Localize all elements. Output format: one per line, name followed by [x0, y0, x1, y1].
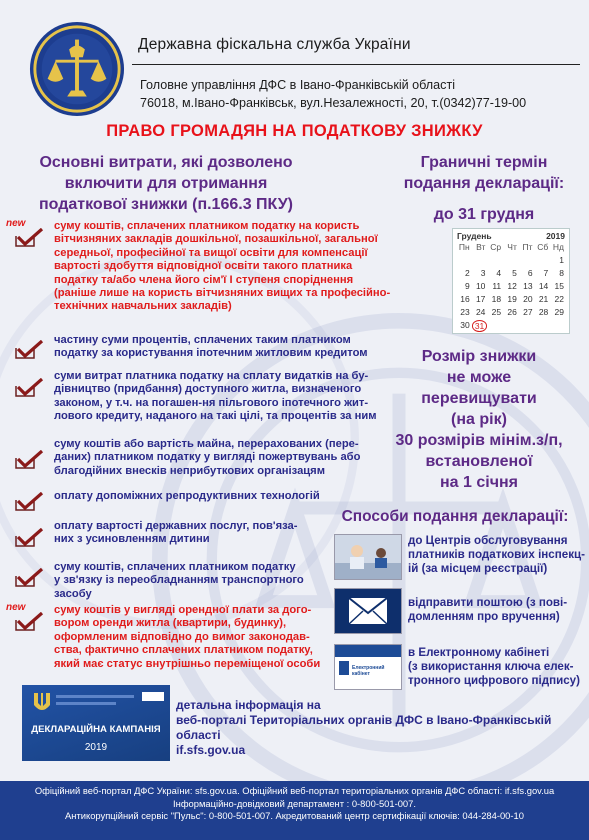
mail-envelope-icon: [334, 588, 402, 634]
electronic-cabinet-screenshot-icon: [334, 644, 402, 690]
expense-item-line: (раніше лише на користь вітчизняних вищих та професійно-: [54, 287, 391, 300]
info-line: веб-порталі Територіальних органів ДФС в Івано-Франківській області: [176, 713, 552, 742]
calendar-day: 7: [543, 268, 549, 278]
expense-item-line: середньої, професійної та вищої освіти для компенсації: [54, 246, 368, 259]
info-line: детальна інформація на: [176, 698, 321, 712]
footer: [0, 781, 589, 840]
calendar-day: 11: [492, 281, 502, 291]
expense-item-line: податку за користування іпотечним житловим кредитом: [54, 347, 368, 360]
calendar-day: 27: [523, 307, 533, 317]
expense-item-line: засобу: [54, 587, 92, 600]
method-electronic-cabinet: [408, 646, 580, 688]
campaign-title: ДЕКЛАРАЦІЙНА КАМПАНІЯ: [31, 724, 161, 735]
campaign-year: 2019: [84, 742, 108, 753]
expenses-heading-line: податкової знижки (п.166.3 ПКУ): [39, 196, 293, 213]
header-divider: [132, 64, 580, 65]
calendar-day: 10: [475, 281, 486, 291]
expense-item: [54, 334, 368, 361]
calendar-day: 22: [554, 294, 564, 304]
expense-item-line: вартості здобуття відповідної освіти такого платника: [54, 260, 353, 273]
calendar-day: [456, 255, 472, 265]
calendar-day: 6: [527, 268, 533, 278]
expense-item-line: у зв'язку із переобладнанням транспортного: [54, 574, 304, 587]
calendar-day: 23: [460, 307, 470, 317]
expense-item-line: законом, у т.ч. на погашен-ня пільгового іпотечного жит-: [54, 396, 369, 409]
discount-limit-line: перевищувати: [421, 390, 537, 407]
calendar-day-name: Пн: [458, 242, 470, 252]
calendar-day-name: Чт: [507, 242, 517, 252]
checkmark-icon: [14, 340, 44, 360]
expense-item: [54, 370, 377, 424]
expense-item: [54, 490, 320, 503]
calendar-day: 12: [507, 281, 517, 291]
footer-line: Інформаційно-довідковий департамент : 0-800-501-007.: [173, 797, 416, 809]
header: [0, 0, 589, 118]
method-post: [408, 596, 567, 624]
method-service-center: [408, 534, 585, 576]
calendar-day-name: Вт: [476, 242, 486, 252]
method-line: в Електронному кабінеті: [408, 646, 550, 659]
calendar-day: 15: [554, 281, 564, 291]
calendar-month: Грудень: [457, 231, 492, 241]
calendar-day: 18: [491, 294, 502, 304]
calendar-day: [487, 255, 503, 265]
method-line: ій (за місцем реєстрації): [408, 562, 548, 575]
expense-item: [54, 220, 390, 314]
expense-item-line: податку та/або члена його сім'ї І ступеня споріднення: [54, 273, 354, 286]
expense-item-line: частину суми процентів, сплачених таким платником: [54, 334, 351, 346]
expense-item-line: суму коштів або вартість майна, перерахованих (пере-: [54, 438, 359, 450]
calendar-day: 25: [491, 307, 502, 317]
discount-limit-line: не може: [446, 369, 512, 386]
deadline-heading-line: подання декларації:: [403, 175, 565, 192]
checkmark-icon: [14, 378, 44, 398]
discount-limit-line: 30 розмірів мінім.з/п,: [395, 432, 563, 449]
info-block: [176, 698, 589, 758]
expense-item: [54, 520, 297, 547]
calendar-day: 26: [507, 307, 517, 317]
calendar-widget: [452, 228, 570, 334]
calendar-day: 3: [480, 268, 486, 278]
expense-item-line: який має статус внутрішньо переміщеної особи: [54, 657, 321, 670]
calendar-day: 30: [460, 320, 470, 330]
discount-limit-line: (на рік): [451, 411, 507, 428]
department-name: Головне управління ДФС в Івано-Франківській області: [140, 78, 456, 92]
method-line: відправити поштою (з пові-: [408, 596, 568, 609]
service-center-photo-icon: [334, 534, 402, 580]
calendar-day: 1: [559, 255, 564, 265]
expenses-heading-line: включити для отримання: [64, 175, 268, 192]
deadline-heading-line: Граничні термін: [420, 154, 548, 171]
discount-limit-line: на 1 січня: [440, 474, 518, 491]
method-line: (з використання ключа елек-: [408, 660, 574, 673]
calendar-day: 8: [559, 268, 564, 278]
footer-line: Офіційний веб-портал ДФС України: sfs.gov.ua. Офіційний веб-портал територіальних органів ДФС області: if.sfs.gov.ua: [34, 785, 555, 796]
calendar-day: 5: [512, 268, 517, 278]
deadline-heading: [384, 152, 584, 194]
calendar-day: 17: [475, 294, 486, 304]
expense-item-line: вором оренди житла (квартири, будинку),: [54, 617, 287, 630]
expense-item-line: даних) платником податку у вигляді пожертвувань або: [54, 451, 361, 464]
method-line: домленням про вручення): [408, 610, 560, 623]
expense-item-line: оплату допоміжних репродуктивних технологій: [54, 490, 320, 502]
info-link[interactable]: if.sfs.gov.ua: [176, 743, 246, 757]
calendar-day: 16: [460, 294, 470, 304]
expense-item-line: технічних навчальних закладів): [54, 300, 232, 313]
expense-item-line: оплату вартості державних послуг, пов'яза-: [54, 520, 298, 532]
expense-item-line: суму коштів, сплачених платником податку на користь: [54, 220, 360, 232]
calendar-day: 20: [523, 294, 533, 304]
discount-limit-block: [374, 346, 584, 493]
method-line: платників податкових інспекц-: [408, 548, 585, 561]
calendar-year: 2019: [546, 231, 565, 241]
expense-item-line: оформленим відповідно до вимог законодав-: [54, 630, 310, 643]
checkmark-icon: [14, 228, 44, 248]
trident-icon: [32, 691, 52, 715]
expense-item-line: дівництво (придбання) доступного житла, визначеного: [54, 383, 362, 396]
declaration-campaign-banner: [22, 685, 170, 761]
calendar-day: 29: [554, 307, 564, 317]
expense-item-line: суму коштів, сплачених платником податку: [54, 561, 296, 573]
calendar-day: 4: [496, 268, 502, 278]
method-line: до Центрів обслуговування: [408, 534, 568, 547]
calendar-day: [519, 255, 535, 265]
calendar-day: 28: [538, 307, 549, 317]
organization-title: Державна фіскальна служба України: [138, 36, 411, 53]
discount-limit-line: Розмір знижки: [421, 348, 537, 365]
expense-item-line: благодійних внесків неприбуткових організацям: [54, 464, 325, 477]
checkmark-icon: [14, 492, 44, 512]
ecabinet-label: Електронний кабінет: [352, 665, 385, 677]
checkmark-icon: [14, 568, 44, 588]
expense-item-line: лового кредиту, наданого на такі цілі, та процентів за ним: [54, 410, 377, 423]
expenses-heading-line: Основні витрати, які дозволено: [39, 154, 293, 171]
dfs-logo-icon: [28, 20, 126, 118]
submission-methods-heading: Способи подання декларації:: [341, 508, 569, 525]
expense-item-line: суми витрат платника податку на сплату видатків на бу-: [54, 370, 369, 382]
calendar-grid: [453, 242, 569, 332]
calendar-day: 9: [464, 281, 470, 291]
calendar-day: 19: [507, 294, 517, 304]
calendar-day: [503, 255, 519, 265]
expense-item: [54, 561, 304, 601]
calendar-day-name: Ср: [490, 242, 502, 252]
calendar-day-name: Пт: [522, 242, 533, 252]
calendar-day: 14: [538, 281, 549, 291]
department-address: 76018, м.Івано-Франківськ, вул.Незалежності, 20, т.(0342)77-19-00: [140, 96, 527, 110]
checkmark-icon: [14, 450, 44, 470]
calendar-day: 2: [464, 268, 470, 278]
calendar-day: 24: [475, 307, 486, 317]
expense-item-line: ства, фактично сплачених платником податку,: [54, 644, 313, 657]
calendar-day: [535, 255, 551, 265]
calendar-day: 21: [538, 294, 549, 304]
expenses-heading: [20, 152, 312, 215]
calendar-day-name: Сб: [537, 242, 549, 252]
page-title: ПРАВО ГРОМАДЯН НА ПОДАТКОВУ ЗНИЖКУ: [106, 122, 483, 140]
new-badge: new: [6, 218, 26, 229]
discount-limit-line: встановленої: [425, 453, 533, 470]
calendar-day: [472, 255, 488, 265]
new-badge: new: [6, 602, 26, 613]
expense-item-line: суму коштів у вигляді орендної плати за дого-: [54, 604, 312, 616]
expense-item-line: них з усиновленням дитини: [54, 533, 210, 546]
checkmark-icon: [14, 528, 44, 548]
calendar-day: 13: [523, 281, 533, 291]
calendar-day-name: Нд: [552, 242, 564, 252]
deadline-date: до 31 грудня: [433, 206, 535, 223]
expense-item: [54, 604, 320, 671]
expense-item-line: вітчизняних закладів дошкільної, позашкільної, загальної: [54, 233, 378, 246]
checkmark-icon: [14, 612, 44, 632]
footer-line: Антикорупційний сервіс "Пульс": 0-800-501-007. Акредитований центр сертифікації ключів: 044-284-00-10: [65, 810, 524, 822]
calendar-day: 31: [472, 320, 488, 332]
method-line: тронного цифрового підпису): [408, 674, 580, 687]
expense-item: [54, 438, 360, 478]
